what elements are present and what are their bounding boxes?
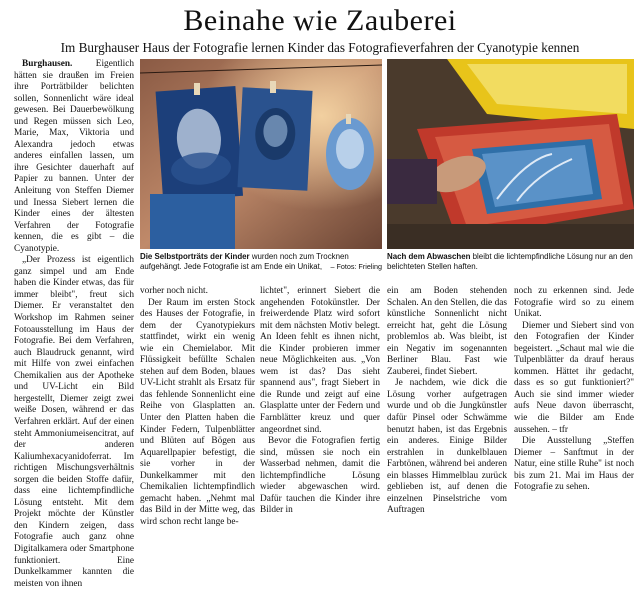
caption-1-bold: Die Selbstporträts der Kinder xyxy=(140,252,250,261)
paragraph: Je nachdem, wie dick die Lösung vorher aufgetragen wurde und ob die Jungkünstler dafür Pinsel oder Schwämme benutzt haben, ist das Ergebnis ein anderes. Einige Bilder erstrahlen in dunkelblauen Farbtönen, während bei anderen ein blasses Himmelblau zurück geblieben ist, auf denen die einzelnen Pinselstriche vom Auftragen xyxy=(387,378,507,516)
paragraph: ein am Boden stehenden Schalen. An den Stellen, die das künstliche Sonnenlicht nicht erreicht hat, geht die Lösung problemlos ab. Was bleibt, ist ein Negativ im sogenannten Berliner Blau. Fast wie Zauberei, findet Siebert. xyxy=(387,286,507,377)
photo-washing-tray xyxy=(387,59,634,249)
dateline: Burghausen. xyxy=(22,59,73,69)
text-column-5 xyxy=(514,286,634,493)
paragraph-text: Eigentlich hätten sie draußen im Freien ihre Porträtbilder belichten sollen, Sonnenlicht wäre ideal gewesen. Bei Dauerbewölkung und Regen müssen sich Leo, Marie, Max, Viktoria und Alexandra jedoch etwas anderes einfallen lassen, um ihre Gesichter dauerhaft auf Papier zu bannen. Unter der Anleitung von Steffen Diemer und Inessa Siebert lernen die Kinder eines der ältesten Verfahren der Fotografie kennen, die es gibt – die Cyanotypie. xyxy=(14,59,134,254)
headline: Beinahe wie Zauberei xyxy=(183,4,457,37)
caption-2-bold: Nach dem Abwaschen xyxy=(387,252,471,261)
caption-photo-2 xyxy=(387,252,634,273)
paragraph-text: Diemer und Siebert sind von den Fotografien der Kinder begeistert. „Schaut mal wie die Tulpenblätter da drauf heraus kommen. Hättet ihr gedacht, dass es so gut funktioniert?" Auch sie sind immer wieder aufs Neue davon überrascht, wie die Bilder am Ende aussehen. xyxy=(514,320,634,435)
paragraph xyxy=(514,321,634,436)
paragraph: noch zu erkennen sind. Jede Fotografie wird so zu einem Unikat. xyxy=(514,286,634,320)
caption-photo-1 xyxy=(140,252,382,273)
caption-2-text: bleibt die lichtempfindliche Lösung nur an den belichteten Stellen haften. xyxy=(387,252,633,272)
paragraph: vorher noch nicht. xyxy=(140,286,208,296)
author-signature: – tfr xyxy=(549,424,568,435)
caption-1-text: wurden noch zum Trocknen aufgehängt. Jede Fotografie ist am Ende ein Unikat, xyxy=(140,252,349,272)
paragraph: „Der Prozess ist eigentlich ganz simpel und am Ende haben die Kinder etwas, das für immer bleibt", freut sich Diemer. Er veranstaltet den Workshop im Rahmen seiner Fotoausstellung im Haus der Fotografie. Bei dem Verfahren, auch Blaudruck genannt, wird mit Hilfe von zwei einfachen Chemikalien aus der Apotheke und UV-Licht ein Bild hergestellt, Diemer zeigt zwei weiße Dosen, während er das Verfahren erklärt. Auf der einen steht Ammoniumeisencitrat, auf der anderen Kaliumhexacyanidoferrat. Im richtigen Mischungsverhältnis sorgen die beiden Stoffe dafür, dass eine lichtempfindliche Lösung entsteht. Mit dem Projekt möchte der Künstler den Kindern zeigen, dass Fotografie auch ganz ohne Digitalkamera oder Smartphone funktioniert. Eine Dunkelkammer kannten die meisten von ihnen xyxy=(14,255,134,589)
photo-credit: – Fotos: Frieling xyxy=(330,262,382,272)
text-column-2 xyxy=(140,286,255,527)
text-column-4 xyxy=(387,286,507,516)
paragraph: Der Raum im ersten Stock des Hauses der Fotografie, in dem der Cyanotypiekurs stattfindet, wirkt ein wenig wie ein Chemielabor. Mit Flüssigkeit befüllte Schalen stehen auf dem Boden, blaues UV-Licht strahlt als Ersatz für das fehlende Sonnenlicht eine Reihe von Glasplatten an. Unter den Platten haben die Kinder Federn, Tulpenblätter und Blüten auf Bögen aus Aquarellpapier befestigt, die sie vorher in der Dunkelkammer mit den Chemikalien lichtempfindlich gemacht haben. „Nehmt mal das Bild in der Mitte weg, das wird schon recht lange be- xyxy=(140,297,255,527)
text-column-1 xyxy=(14,59,134,589)
paragraph: Bevor die Fotografien fertig sind, müssen sie noch ein Wasserbad nehmen, damit die lichtempfindliche Lösung wieder abgewaschen wird. Dafür tauchen die Kinder ihre Bilder in xyxy=(260,436,380,516)
text-column-3 xyxy=(260,286,380,516)
paragraph: lichtet", erinnert Siebert die angehenden Fotokünstler. Der freiwerdende Platz wird sofort mit dem nächsten Motiv belegt. An Ideen fehlt es ihnen nicht, die Kinder probieren immer neue Möglichkeiten aus. „Von wem ist das? Das sieht spannend aus", fragt Siebert in die Runde und zeigt auf eine Glasplatte unter der Federn und Farnblätter kreuz und quer angeordnet sind. xyxy=(260,286,380,435)
photo-hanging-cyanotypes xyxy=(140,59,382,249)
subheadline: Im Burghauser Haus der Fotografie lernen Kinder das Fotografieverfahren der Cyanotypie kennen xyxy=(60,40,580,55)
paragraph xyxy=(14,59,134,255)
exhibition-note: Die Ausstellung „Steffen Diemer – Sanftmut in der Natur, eine stille Ruhe" ist noch bis zum 21. Mai im Haus der Fotografie zu sehen. xyxy=(514,436,634,493)
